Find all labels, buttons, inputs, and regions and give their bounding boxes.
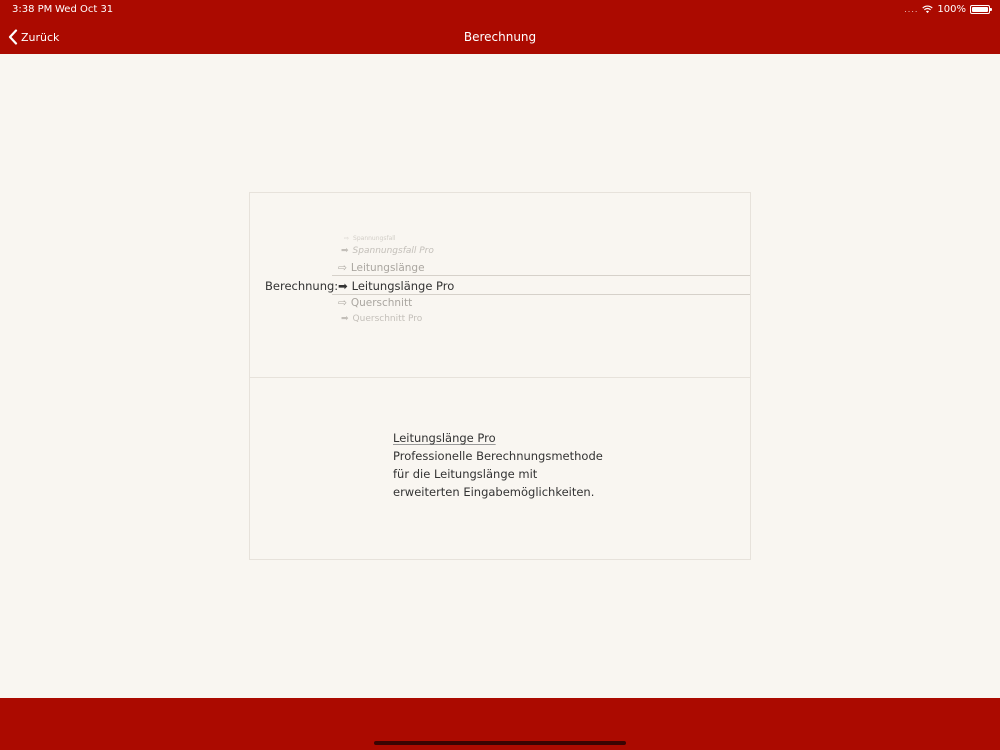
top-bar: [0, 0, 1000, 54]
description-title: Leitungslänge Pro: [393, 431, 496, 445]
description-line: für die Leitungslänge mit: [393, 467, 538, 481]
arrow-outline-icon: ⇨: [338, 262, 347, 274]
status-date: Wed Oct 31: [55, 4, 114, 15]
battery-icon: [970, 5, 990, 14]
picker-item-label: Spannungsfall: [353, 235, 396, 242]
arrow-solid-icon: ➡: [341, 314, 349, 324]
wifi-icon: [922, 5, 933, 14]
arrow-solid-icon: ➡: [338, 279, 348, 293]
picker-item[interactable]: [338, 262, 425, 274]
calculation-description: [393, 429, 603, 501]
calculation-card: [249, 192, 751, 560]
battery-percent: 100%: [937, 4, 966, 15]
arrow-outline-icon: ⇨: [344, 235, 350, 242]
picker-item-selected[interactable]: [338, 279, 454, 293]
picker-item-label: Querschnitt: [350, 297, 413, 309]
picker-item[interactable]: [338, 297, 412, 309]
description-line: erweiterten Eingabemöglichkeiten.: [393, 485, 595, 499]
page-title: Berechnung: [463, 30, 537, 44]
arrow-outline-icon: ⇨: [338, 297, 347, 309]
picker-item-label: Leitungslänge: [350, 262, 425, 274]
picker-item[interactable]: [344, 235, 396, 242]
signal-icon: ....: [904, 5, 919, 14]
description-line: Professionelle Berechnungsmethode: [393, 449, 603, 463]
home-indicator[interactable]: [374, 741, 626, 745]
calculation-picker[interactable]: [332, 229, 750, 329]
arrow-solid-icon: ➡: [341, 246, 349, 256]
picker-item-label: Spannungsfall Pro: [352, 246, 434, 256]
picker-item[interactable]: [341, 314, 422, 324]
card-divider: [250, 377, 750, 378]
picker-item-label: Querschnitt Pro: [352, 314, 423, 324]
picker-item-label: Leitungslänge Pro: [351, 279, 455, 293]
status-indicators: [904, 4, 966, 15]
status-time: 3:38 PM: [12, 4, 53, 15]
back-label: Zurück: [21, 30, 60, 44]
picker-item[interactable]: [341, 246, 434, 256]
picker-label: Berechnung:: [265, 279, 339, 293]
